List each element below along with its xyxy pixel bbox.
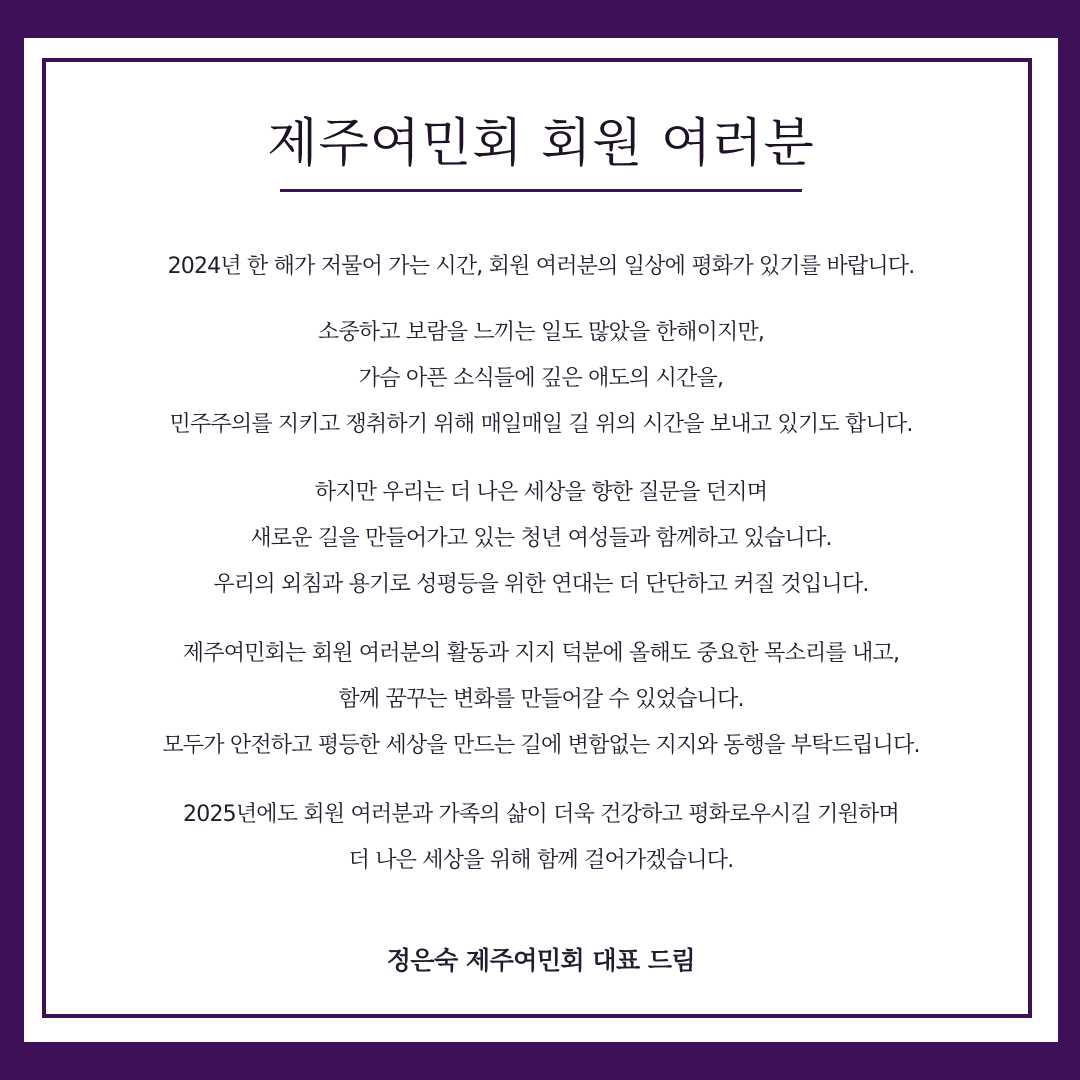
paragraph-4-line-2: 함께 꿈꾸는 변화를 만들어갈 수 있었습니다.: [338, 687, 744, 712]
paragraph-3-line-3: 우리의 외침과 용기로 성평등을 위한 연대는 더 단단하고 커질 것입니다.: [213, 572, 869, 597]
paragraph-3-line-2: 새로운 길을 만들어가고 있는 청년 여성들과 함께하고 있습니다.: [250, 526, 832, 551]
paragraph-5-line-2: 더 나은 세상을 위해 함께 걸어가겠습니다.: [348, 848, 734, 873]
paragraph-2-line-3: 민주주의를 지키고 쟁취하기 위해 매일매일 길 위의 시간을 보내고 있기도 합니다.: [169, 412, 913, 437]
paragraph-2-line-2: 가슴 아픈 소식들에 깊은 애도의 시간을,: [358, 366, 724, 391]
paragraph-4-line-1: 제주여민회는 회원 여러분의 활동과 지지 덕분에 올해도 중요한 목소리를 내고,: [182, 641, 900, 666]
title-underline: [280, 189, 802, 192]
paragraph-2-line-1: 소중하고 보람을 느끼는 일도 많았을 한해이지만,: [317, 320, 765, 345]
paragraph-3-line-1: 하지만 우리는 더 나은 세상을 향한 질문을 던지며: [314, 480, 768, 505]
letter-card: [24, 38, 1058, 1042]
letter-title: 제주여민회 회원 여러분: [267, 114, 815, 174]
paragraph-1-line-1: 2024년 한 해가 저물어 가는 시간, 회원 여러분의 일상에 평화가 있기를 바랍니다.: [167, 254, 915, 279]
paragraph-5-line-1: 2025년에도 회원 여러분과 가족의 삶이 더욱 건강하고 평화로우시길 기원하며: [183, 802, 899, 827]
paragraph-4-line-3: 모두가 안전하고 평등한 세상을 만드는 길에 변함없는 지지와 동행을 부탁드립니다.: [162, 733, 920, 758]
signature: 정은숙 제주여민회 대표 드림: [386, 946, 696, 975]
